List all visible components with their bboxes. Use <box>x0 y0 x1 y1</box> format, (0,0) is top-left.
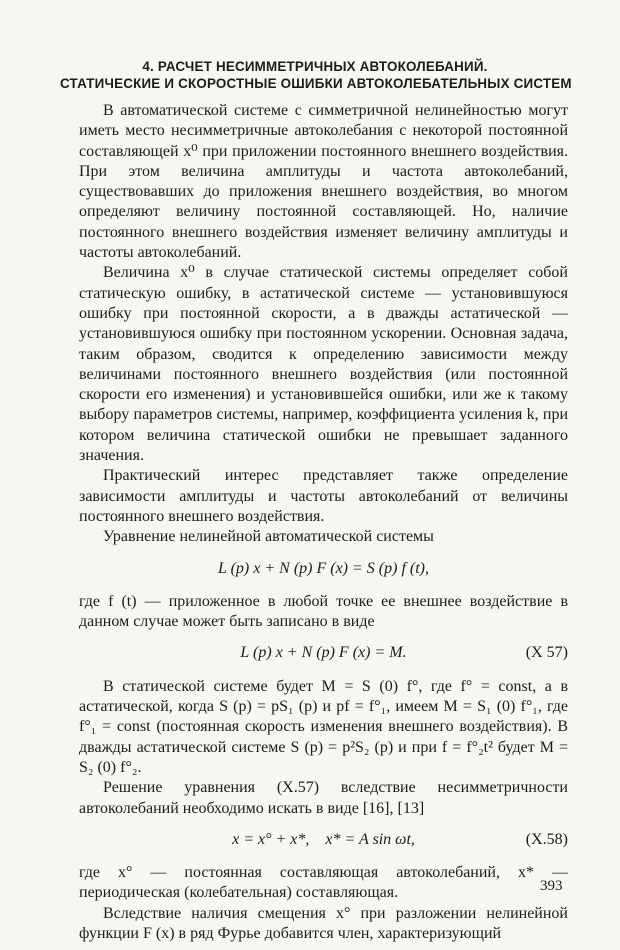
paragraph-9: Вследствие наличия смещения x° при разложении нелинейной функции F (x) в ряд Фурье добавится член, характеризующий <box>79 904 568 942</box>
paragraph-1: В автоматической системе с симметричной нелинейностью могут иметь место несимметричные автоколебания с некоторой постоянной составляющей x⁰ при приложении постоянного внешнего воздействия. При этом величина амплитуды и частота автоколебаний, существовавших до приложения внешнего воздействия, во многом определяют величину постоянной составляющей. Но, наличие постоянного внешнего воздействия изменяет величину амплитуды и частоты автоколебаний. <box>79 102 568 262</box>
page-number: 393 <box>540 878 563 894</box>
body-text <box>79 101 568 944</box>
section-title-line-2: СТАТИЧЕСКИЕ И СКОРОСТНЫЕ ОШИБКИ АВТОКОЛЕБАТЕЛЬНЫХ СИСТЕМ <box>60 76 572 91</box>
section-title-line-1: 4. РАСЧЕТ НЕСИММЕТРИЧНЫХ АВТОКОЛЕБАНИЙ. <box>142 59 488 74</box>
equation-2-text: L (p) x + N (p) F (x) = M. <box>240 644 407 662</box>
paragraph-5: где f (t) — приложенное в любой точке ее внешнее воздействие в данном случае может быть записано в виде <box>79 592 568 631</box>
equation-3-text: x = x° + x*, x* = A sin ωt, <box>232 830 415 848</box>
equation-2-number: (X 57) <box>525 644 568 662</box>
paragraph-6: В статической системе будет M = S (0) f°, где f° = const, а в астатической, когда S (p) = pS₁ (p) и pf = f°₁, имеем M = S₁ (0) f°₁, где f°₁ = const (постоянная скорость изменения внешнего воздействия). В дважды астатической системе S (p) = p²S₂ (p) и при f = f°₂t² будет M = S₂ (0) f°₂. <box>79 677 568 776</box>
equation-3 <box>79 830 568 850</box>
paragraph-8: где x° — постоянная составляющая автоколебаний, x* — периодическая (колебательная) составляющая. <box>79 864 568 902</box>
paragraph-7: Решение уравнения (X.57) вследствие несимметричности автоколебаний необходимо искать в виде [16], [13] <box>79 779 568 817</box>
section-heading <box>60 58 570 92</box>
paragraph-3: Практический интерес представляет также определение зависимости амплитуды и частоты автоколебаний от величины постоянного внешнего воздействия. <box>79 467 568 525</box>
paragraph-4: Уравнение нелинейной автоматической системы <box>103 528 434 546</box>
equation-1-text: L (p) x + N (p) F (x) = S (p) f (t), <box>217 559 430 577</box>
equation-3-number: (X.58) <box>525 830 568 848</box>
equation-1 <box>79 559 568 579</box>
paragraph-2: Величина x⁰ в случае статической системы определяет собой статическую ошибку, в астатической системе — установившуюся ошибку при постоянной скорости, а в дважды астатической — установившуюся ошибку при постоянном ускорении. Основная задача, таким образом, сводится к определению зависимости между величинами постоянного внешнего воздействия (или постоянной скорости его изменения) и установившейся ошибки, или же к такому выбору параметров системы, например, коэффициента усиления k, при котором величина статической ошибки не превышает заданного значения. <box>79 264 568 465</box>
equation-2 <box>79 643 568 663</box>
